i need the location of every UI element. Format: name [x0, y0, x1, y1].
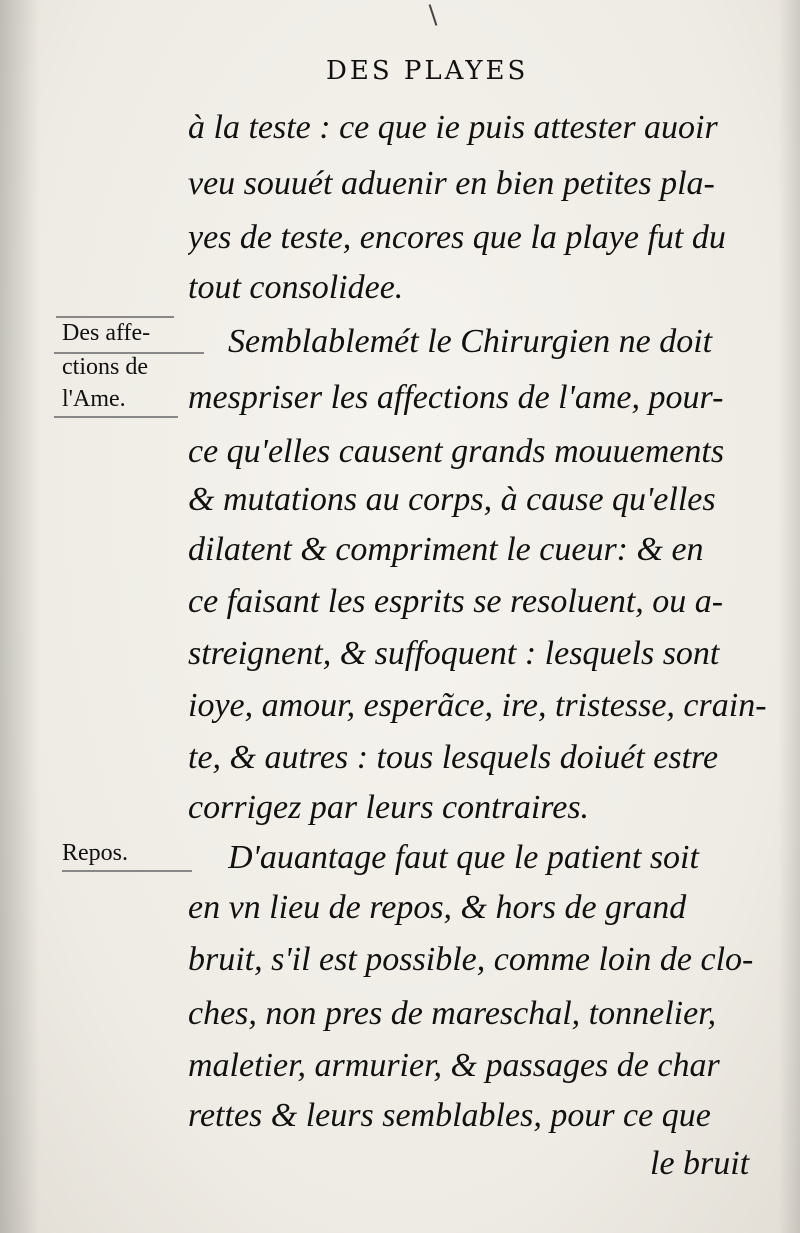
page-edge-shadow — [778, 0, 800, 1233]
body-line: maletier, armurier, & passages de char — [188, 1047, 720, 1084]
margin-note-repos: Repos. — [62, 840, 128, 866]
body-line: veu souuét aduenir en bien petites pla- — [188, 165, 715, 202]
margin-note-line: ctions de — [62, 354, 148, 380]
margin-note-line: Des affe- — [62, 320, 151, 346]
margin-rule — [54, 416, 178, 418]
body-line: te, & autres : tous lesquels doiuét estre — [188, 739, 719, 776]
body-line: ches, non pres de mareschal, tonnelier, — [188, 995, 717, 1032]
body-line: ce faisant les esprits se resoluent, ou a- — [188, 583, 724, 620]
body-line: à la teste : ce que ie puis attester auoir — [188, 109, 718, 146]
body-line: Semblablemét le Chirurgien ne doit — [228, 323, 713, 360]
body-line: corrigez par leurs contraires. — [188, 789, 590, 826]
body-line: streignent, & suffoquent : lesquels sont — [188, 635, 720, 672]
body-line: ce qu'elles causent grands mouuements — [188, 433, 725, 470]
spine-shadow — [0, 0, 40, 1233]
body-line: bruit, s'il est possible, comme loin de clo- — [188, 941, 754, 978]
body-line: tout consolidee. — [188, 269, 404, 306]
margin-rule — [62, 870, 192, 872]
body-line: & mutations au corps, à cause qu'elles — [188, 481, 716, 518]
body-line: ioye, amour, esperãce, ire, tristesse, crain- — [188, 687, 767, 724]
body-line: mespriser les affections de l'ame, pour- — [188, 379, 724, 416]
catchword: le bruit — [650, 1145, 750, 1182]
body-line: D'auantage faut que le patient soit — [228, 839, 699, 876]
margin-note-line: l'Ame. — [62, 386, 126, 412]
body-line: yes de teste, encores que la playe fut du — [188, 219, 726, 256]
body-line: dilatent & compriment le cueur: & en — [188, 531, 704, 568]
ink-mark — [429, 4, 438, 26]
running-head: DES PLAYES — [326, 56, 529, 86]
body-line: rettes & leurs semblables, pour ce que — [188, 1097, 711, 1134]
body-line: en vn lieu de repos, & hors de grand — [188, 889, 687, 926]
